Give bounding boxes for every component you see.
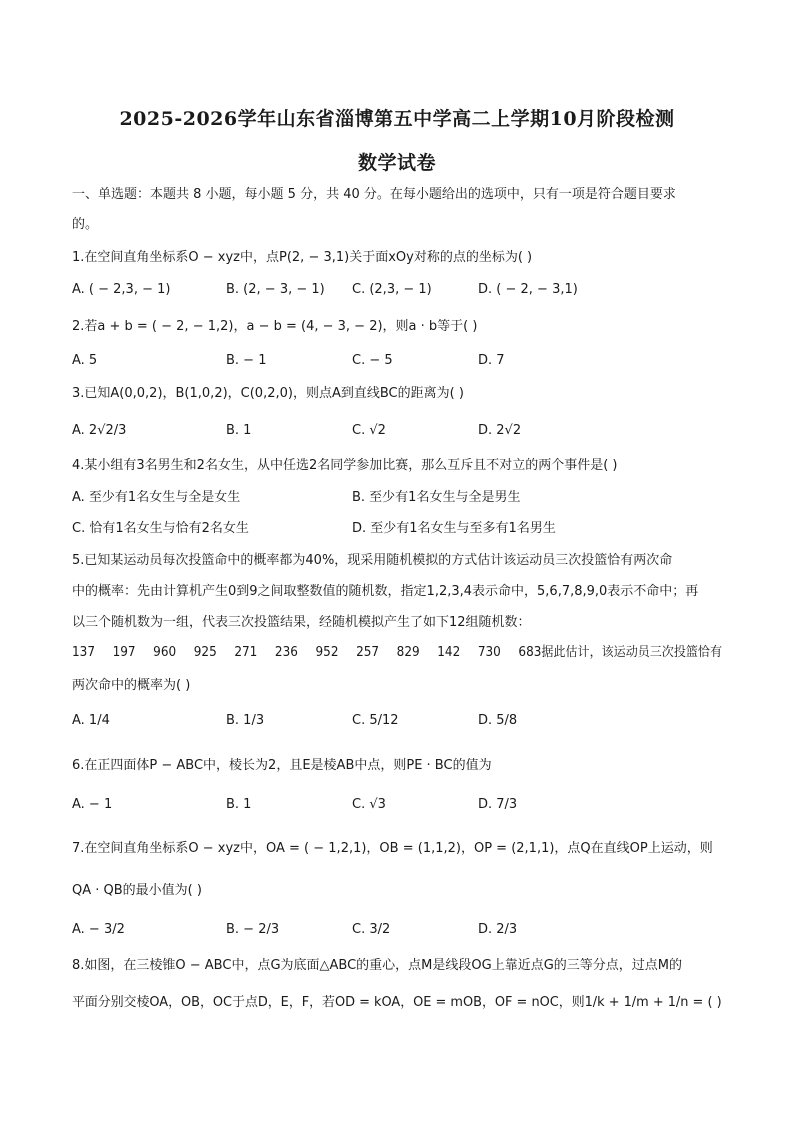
question-8-line1: 8.如图，在三棱锥O − ABC中，点G为底面△ABC的重心，点M是线段OG上靠近点G的三等分点，过点M的	[72, 958, 682, 973]
question-7-option-d: D. 2/3	[478, 922, 518, 937]
question-5-option-d: D. 5/8	[478, 713, 518, 728]
question-2-option-c: C. − 5	[352, 353, 393, 368]
question-1-option-c: C. (2,3, − 1)	[352, 282, 432, 297]
question-5-line2: 中的概率：先由计算机产生0到9之间取整数值的随机数，指定1,2,3,4表示命中，5,6,7,8,9,0表示不命中；再	[72, 584, 699, 599]
question-1-stem: 1.在空间直角坐标系O − xyz中，点P(2, − 3,1)关于面xOy对称的点的坐标为( )	[72, 250, 533, 265]
random-number: 925	[193, 645, 217, 660]
random-number: 257	[356, 645, 380, 660]
question-4-option-c: C. 恰有1名女生与恰有2名女生	[72, 521, 249, 536]
question-6-option-a: A. − 1	[72, 797, 113, 812]
question-7-option-b: B. − 2/3	[226, 922, 280, 937]
random-number: 829	[396, 645, 420, 660]
question-2-stem: 2.若a + b = ( − 2, − 1,2)，a − b = (4, − 3, − 2)，则a · b等于( )	[72, 319, 478, 334]
question-6-option-b: B. 1	[226, 797, 252, 812]
question-2-option-d: D. 7	[478, 353, 505, 368]
question-5-option-c: C. 5/12	[352, 713, 399, 728]
question-2-option-a: A. 5	[72, 353, 98, 368]
question-3-option-c: C. √2	[352, 423, 386, 438]
random-number: 271	[234, 645, 258, 660]
question-1-option-a: A. ( − 2,3, − 1)	[72, 282, 171, 297]
question-5-line1: 5.已知某运动员每次投篮命中的概率都为40%，现采用随机模拟的方式估计该运动员三次投篮恰有两次命	[72, 553, 673, 568]
question-5-tail: 据此估计，该运动员三次投篮恰有	[541, 645, 723, 660]
random-number: 960	[153, 645, 177, 660]
question-3-option-a: A. 2√2/3	[72, 423, 127, 438]
question-5-option-a: A. 1/4	[72, 713, 110, 728]
question-2-option-b: B. − 1	[226, 353, 267, 368]
question-3-option-d: D. 2√2	[478, 423, 522, 438]
page-subtitle: 数学试卷	[357, 152, 436, 174]
question-7-line2: QA · QB的最小值为( )	[72, 883, 202, 898]
question-6-option-c: C. √3	[352, 797, 386, 812]
question-6-option-d: D. 7/3	[478, 797, 518, 812]
section-instructions-line2: 的。	[72, 217, 99, 232]
question-5-line5: 两次命中的概率为( )	[72, 678, 191, 693]
question-4-option-d: D. 至少有1名女生与至多有1名男生	[352, 521, 556, 536]
question-5-option-b: B. 1/3	[226, 713, 265, 728]
section-instructions-line1: 一、单选题：本题共 8 小题，每小题 5 分，共 40 分。在每小题给出的选项中，只有一项是符合题目要求	[72, 187, 676, 202]
random-number: 730	[477, 645, 501, 660]
random-number: 236	[274, 645, 298, 660]
question-5-random-numbers	[72, 644, 722, 662]
random-number: 197	[112, 645, 136, 660]
random-number: 952	[315, 645, 339, 660]
question-7-option-c: C. 3/2	[352, 922, 391, 937]
question-4-option-a: A. 至少有1名女生与全是女生	[72, 490, 241, 505]
question-1-option-d: D. ( − 2, − 3,1)	[478, 282, 578, 297]
question-7-line1: 7.在空间直角坐标系O − xyz中，OA = ( − 1,2,1)，OB = (1,1,2)，OP = (2,1,1)，点Q在直线OP上运动，则	[72, 841, 713, 856]
random-number: 137	[72, 645, 95, 660]
question-7-option-a: A. − 3/2	[72, 922, 125, 937]
question-5-line3: 以三个随机数为一组，代表三次投篮结果，经随机模拟产生了如下12组随机数：	[72, 615, 531, 630]
question-6-stem: 6.在正四面体P − ABC中，棱长为2，且E是棱AB中点，则PE · BC的值为	[72, 758, 492, 773]
question-4-option-b: B. 至少有1名女生与全是男生	[352, 490, 521, 505]
random-number: 683	[518, 645, 542, 660]
question-3-option-b: B. 1	[226, 423, 252, 438]
question-4-stem: 4.某小组有3名男生和2名女生，从中任选2名同学参加比赛，那么互斥且不对立的两个事件是( )	[72, 458, 618, 473]
question-1-option-b: B. (2, − 3, − 1)	[226, 282, 325, 297]
page-title: 2025-2026学年山东省淄博第五中学高二上学期10月阶段检测	[119, 108, 675, 130]
random-number: 142	[437, 645, 461, 660]
question-3-stem: 3.已知A(0,0,2)，B(1,0,2)，C(0,2,0)，则点A到直线BC的距离为( )	[72, 386, 464, 401]
question-8-line2: 平面分别交棱OA，OB，OC于点D，E，F，若OD = kOA，OE = mOB，OF = nOC，则1/k + 1/m + 1/n = ( )	[72, 995, 722, 1010]
